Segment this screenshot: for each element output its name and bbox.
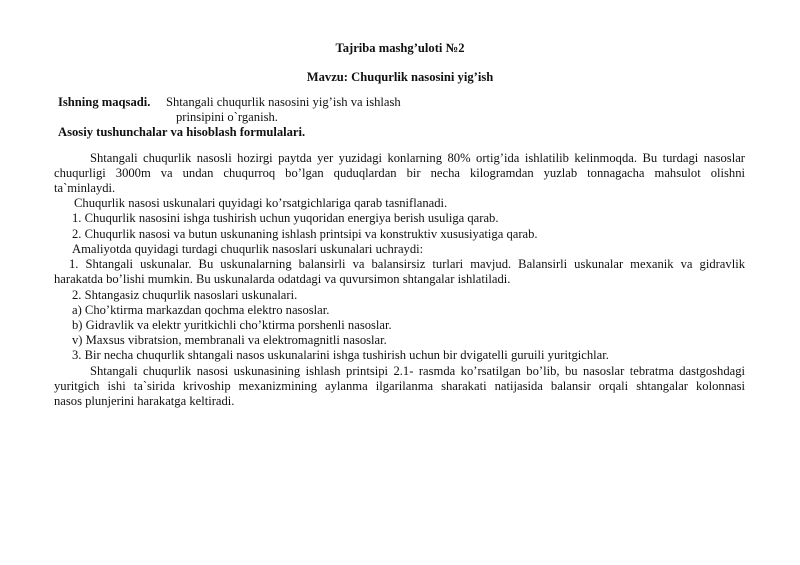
document-title: Tajriba mashg’uloti №2 bbox=[335, 41, 465, 55]
paragraph-1-line-3: ta`minlaydi. bbox=[54, 181, 116, 195]
aim-label: Ishning maqsadi. bbox=[58, 95, 151, 109]
paragraph-2: Chuqurlik nasosi uskunalari quyidagi ko’rsatgichlariga qarab tasniflanadi. bbox=[74, 196, 448, 210]
paragraph-4-line-1: 1. Shtangali uskunalar. Bu uskunalarning balansirli va balansirsiz turlari mavjud. Balansirli uskunalar mexanik va gidravlik bbox=[69, 257, 745, 271]
aim-text-line-1: Shtangali chuqurlik nasosini yig’ish va ishlash bbox=[166, 95, 401, 109]
list-item-2: 2. Chuqurlik nasosi va butun uskunaning ishlash printsipi va konstruktiv xususiyatiga qarab. bbox=[72, 227, 538, 241]
sub-item-v: v) Maxsus vibratsion, membranali va elektromagnitli nasoslar. bbox=[72, 333, 387, 347]
document-topic: Mavzu: Chuqurlik nasosini yig’ish bbox=[306, 70, 494, 84]
paragraph-5: 2. Shtangasiz chuqurlik nasoslari uskunalari. bbox=[72, 288, 298, 302]
paragraph-6-line-1: Shtangali chuqurlik nasosi uskunasining ishlash printsipi 2.1- rasmda ko’rsatilgan bo’lib, bu nasoslar tebratma dastgoshdagi bbox=[90, 364, 745, 378]
list-item-3: 3. Bir necha chuqurlik shtangali nasos uskunalarini ishga tushirish uchun bir dvigatelli guruili yuritgichlar. bbox=[72, 348, 609, 362]
paragraph-3: Amaliyotda quyidagi turdagi chuqurlik nasoslari uskunalari uchraydi: bbox=[72, 242, 424, 256]
paragraph-4-line-2: harakatda bo’lishi mumkin. Bu uskunalarda odatdagi va quvursimon shtangalar ishlatiladi. bbox=[54, 272, 511, 286]
paragraph-1-line-2: chuqurligi 3000m va undan chuqurroq bo’lgan quduqlardan bir necha kilogramdan yuzlab tonnagacha mahsulot olishni bbox=[54, 166, 745, 180]
paragraph-1-line-1: Shtangali chuqurlik nasosli hozirgi paytda yer yuzidagi konlarning 80% ortig’ida ishlatilib kelinmoqda. Bu turdagi nasoslar bbox=[90, 151, 745, 165]
concepts-heading: Asosiy tushunchalar va hisoblash formulalari. bbox=[58, 125, 306, 139]
paragraph-6-line-3: nasos plunjerini harakatga keltiradi. bbox=[54, 394, 235, 408]
paragraph-6-line-2: yuritgich ishi ta`sirida krivoship mexanizmining aylanma ilgarilanma sharakati natijasida balansir orqali shtangalar kolonnasi bbox=[54, 379, 745, 393]
sub-item-b: b) Gidravlik va elektr yuritkichli cho’ktirma porshenli nasoslar. bbox=[72, 318, 392, 332]
aim-text-line-2: prinsipini o`rganish. bbox=[176, 110, 278, 124]
list-item-1: 1. Chuqurlik nasosini ishga tushirish uchun yuqoridan energiya berish usuliga qarab. bbox=[72, 211, 499, 225]
sub-item-a: a) Cho’ktirma markazdan qochma elektro nasoslar. bbox=[72, 303, 330, 317]
